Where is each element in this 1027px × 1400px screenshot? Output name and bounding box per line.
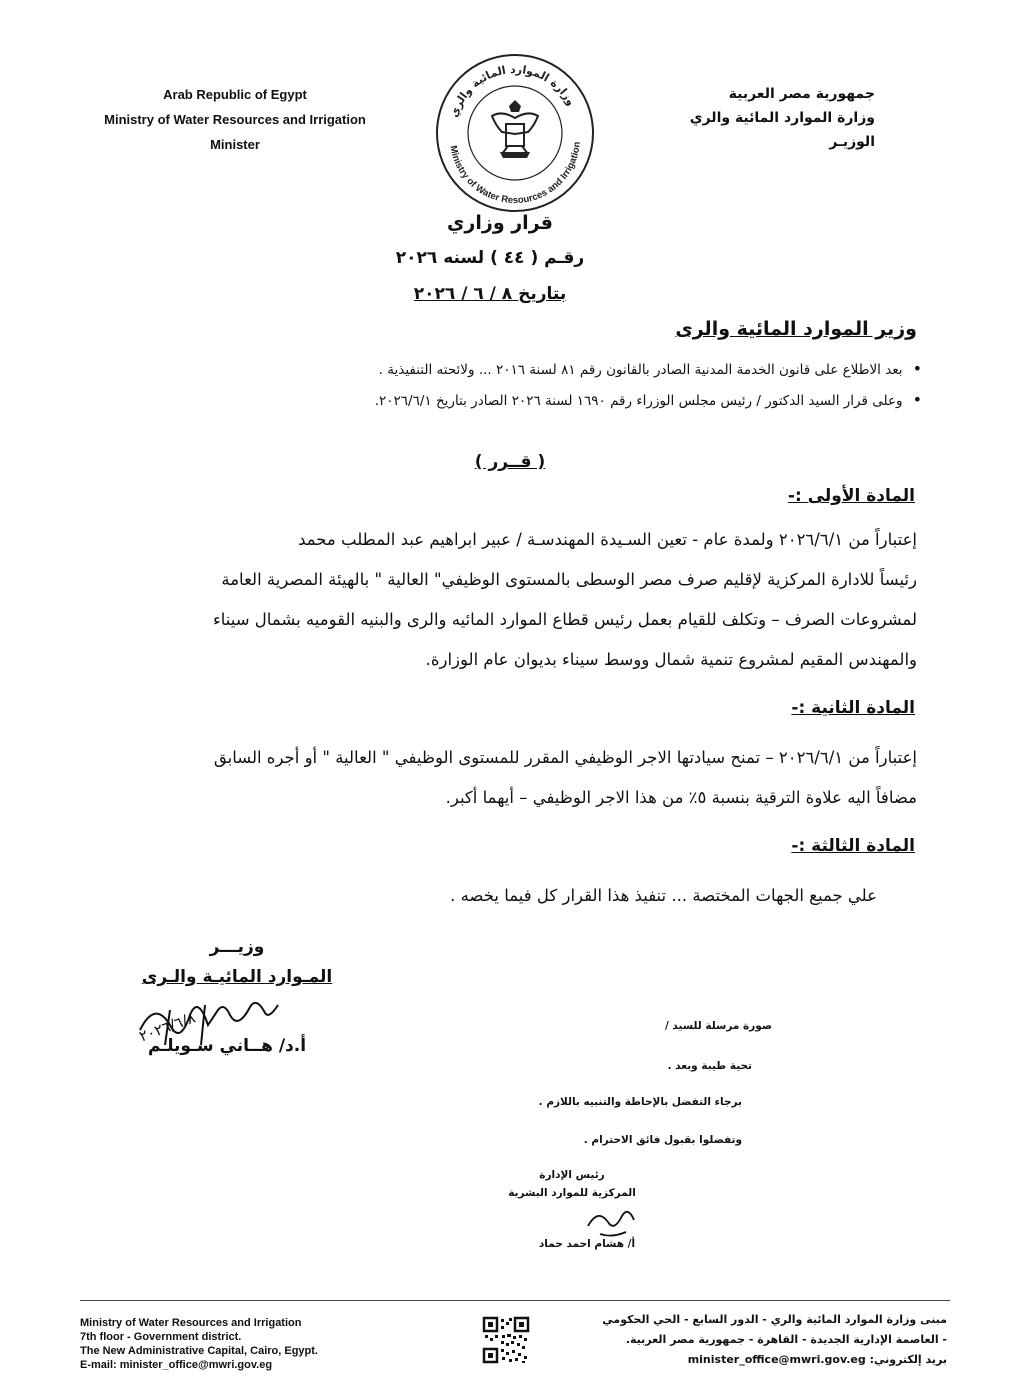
qr-code-icon (482, 1316, 530, 1364)
footer-en-line: E-mail: minister_office@mwri.gov.eg (80, 1359, 273, 1371)
handwritten-date: ٢٠٢٦/٦/٨ (136, 1008, 198, 1046)
article-1-line: إعتباراً من ٢٠٢٦/٦/١ ولمدة عام - تعين السـيدة المهندسـة / عبير ابراهيم عبد المطلب محمد (298, 530, 917, 549)
footer-en-line: Ministry of Water Resources and Irrigation (80, 1317, 302, 1329)
signature-title: وزيـــر (209, 937, 265, 957)
article-1-line: لمشروعات الصرف – وتكلف للقيام بعمل رئيس قطاع الموارد المائيه والرى والبنيه القوميه بشمال سيناء (212, 610, 917, 629)
hr-signature (580, 1204, 640, 1240)
header-ar (645, 82, 875, 154)
decree-number: رقـم ( ٤٤ ) لسنه ٢٠٢٦ (395, 248, 585, 268)
initials-scribble-icon (580, 1204, 640, 1240)
seal-graphic (430, 48, 600, 218)
decree-title: قرار وزاري (447, 212, 553, 234)
header-en-country: Arab Republic of Egypt (163, 87, 307, 102)
issuer-heading: وزير الموارد المائية والرى (675, 318, 917, 340)
copy-note-line: صورة مرسلة للسيد / (664, 1020, 772, 1032)
preamble-item: • وعلى قرار السيد الدكتور / رئيس مجلس الوزراء رقم ١٦٩٠ لسنة ٢٠٢٦ الصادر بتاريخ ٢٠٢٦/٦/١. (162, 385, 922, 416)
hr-signer-name: أ/ هشام احمد حماد (538, 1238, 636, 1250)
hr-signer-title-line: رئيس الإدارة (539, 1169, 605, 1181)
header-en (80, 82, 390, 157)
article-2-line: مضافاً اليه علاوة الترقية بنسبة ٥٪ من هذا الاجر الوظيفي – أيهما أكبر. (445, 788, 917, 807)
footer-en (80, 1316, 380, 1372)
eagle-emblem-icon (492, 100, 538, 158)
preamble-item: • بعد الاطلاع على قانون الخدمة المدنية الصادر بالقانون رقم ٨١ لسنة ٢٠١٦ ... ولائحته التنفيذية . (162, 354, 922, 385)
header-ar-minister: الوزيـر (829, 134, 875, 150)
header-en-minister: Minister (210, 137, 260, 152)
decided-label: ( قــرر ) (474, 452, 546, 472)
preamble (162, 354, 922, 416)
hr-signer-title-line: المركزية للموارد البشرية (508, 1187, 636, 1199)
footer-divider (80, 1300, 950, 1301)
footer-ar-line: بريد إلكتروني: minister_office@mwri.gov.eg (687, 1353, 947, 1366)
header-en-ministry: Ministry of Water Resources and Irrigation (104, 112, 366, 127)
seal-english-text: Ministry of Water Resources and Irrigation (447, 141, 583, 207)
article-3-heading: المادة الثالثة :- (791, 836, 915, 856)
article-2-heading: المادة الثانية :- (791, 698, 915, 718)
ministry-seal (430, 48, 600, 218)
signature-ministry: المـوارد المائيـة والـرى (141, 967, 333, 987)
header-ar-ministry: وزارة الموارد المائية والري (689, 110, 875, 126)
article-1-heading: المادة الأولى :- (787, 486, 915, 506)
article-3-body (177, 876, 877, 916)
article-1-line: والمهندس المقيم لمشروع تنمية شمال ووسط سيناء بديوان عام الوزارة. (425, 650, 917, 669)
hr-signer-title (472, 1166, 672, 1202)
article-2-body (97, 738, 917, 818)
header-ar-country: جمهورية مصر العربية (728, 86, 875, 102)
seal-arabic-text: وزارة الموارد المائية والري (447, 62, 578, 120)
footer-ar-line: مبنى وزارة الموارد المائية والري - الدور السابع - الحي الحكومي (602, 1313, 947, 1326)
minister-name: أ.د/ هــاني سـويلـم (147, 1036, 307, 1056)
article-2-line: إعتباراً من ٢٠٢٦/٦/١ – تمنح سيادتها الاجر الوظيفي المقرر للمستوى الوظيفي " العالية " أو أجره السابق (213, 748, 917, 767)
minister-signature-block (127, 932, 347, 992)
footer-en-line: 7th floor - Government district. (80, 1331, 242, 1343)
footer-ar (527, 1310, 947, 1370)
decree-date: بتاريخ ٨ / ٦ / ٢٠٢٦ (413, 284, 567, 304)
article-1-line: رئيساً للادارة المركزية لإقليم صرف مصر الوسطى بالمستوى الوظيفي" العالية " بالهيئة المصرية العامة (221, 570, 917, 589)
copy-note-line: تحية طيبة وبعد . (667, 1060, 752, 1072)
copy-note-line: برجاء التفضل بالإحاطة والتنبيه باللازم . (538, 1096, 742, 1108)
article-1-body (97, 520, 917, 680)
article-3-line: علي جميع الجهات المختصة ... تنفيذ هذا القرار كل فيما يخصه . (450, 886, 877, 905)
copy-note-line: وتفضلوا بقبول فائق الاحترام . (583, 1134, 742, 1146)
footer-ar-line: - العاصمة الإدارية الجديدة - القاهرة - جمهورية مصر العربية. (625, 1333, 947, 1346)
footer-en-line: The New Administrative Capital, Cairo, Egypt. (80, 1345, 318, 1357)
